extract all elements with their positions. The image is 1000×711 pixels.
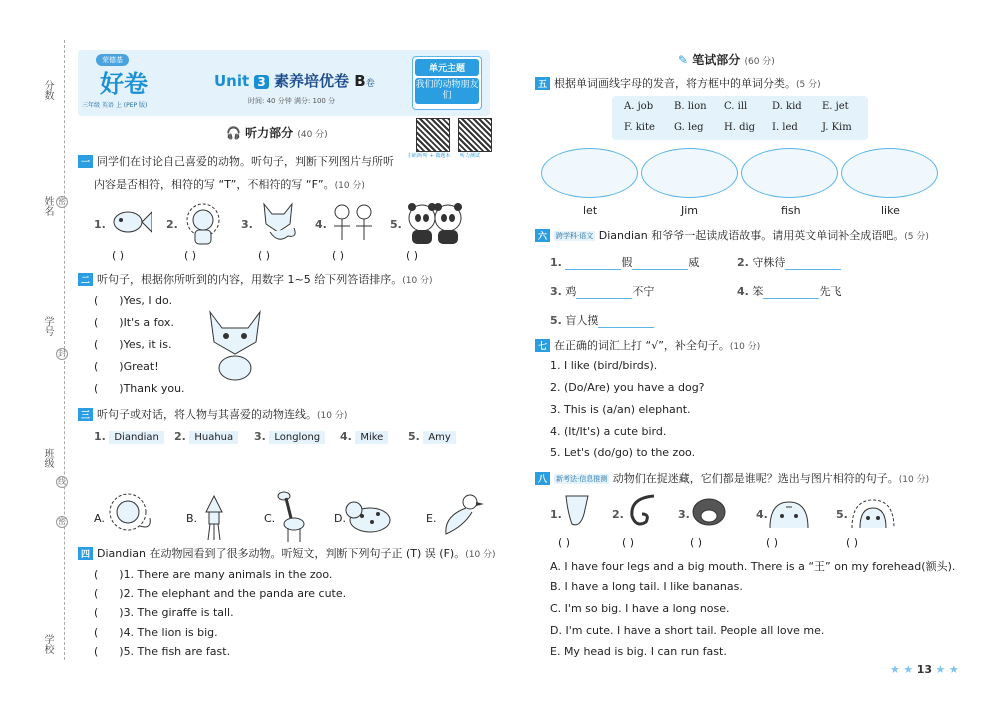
- elephant-trunk-icon: [562, 494, 592, 530]
- seal-mark: 线: [58, 477, 66, 486]
- monkey-icon: [328, 200, 378, 246]
- list-item[interactable]: ( )5. The fish are fast.: [94, 645, 231, 658]
- answer-blank[interactable]: ( ): [184, 249, 197, 262]
- answer-blank[interactable]: [565, 259, 621, 270]
- school-label: 学校: [42, 634, 53, 654]
- lion-face-icon: [850, 498, 896, 528]
- qr-code-icon[interactable]: [416, 118, 450, 152]
- question-7-prompt: 七 在正确的词汇上打 “√”，补全句子。(10 分): [535, 337, 760, 353]
- eagle-icon[interactable]: [440, 492, 484, 540]
- option-item: E. My head is big. I can run fast.: [550, 645, 727, 658]
- option-item: D. I'm cute. I have a short tail. People all love me.: [550, 624, 825, 637]
- class-label: 班级: [42, 448, 53, 468]
- list-item[interactable]: ( )Great!: [94, 360, 159, 373]
- unit-theme-box: [412, 56, 482, 110]
- item-number: 4.: [756, 508, 768, 521]
- answer-blank[interactable]: [763, 288, 819, 299]
- word-item: G. leg: [674, 122, 704, 133]
- name-label: 姓名: [42, 196, 53, 216]
- idiom-item[interactable]: 5. 盲人摸: [550, 312, 654, 328]
- question-1-prompt: 一 同学们在讨论自己喜爱的动物。听句子，判断下列图片与所听: [78, 153, 394, 169]
- item-number: 2.: [612, 508, 624, 521]
- exam-meta: 时间: 40 分钟 满分: 100 分: [248, 97, 336, 105]
- category-ellipse[interactable]: [741, 148, 838, 198]
- theme-label: 单元主题: [415, 59, 479, 76]
- question-2-prompt: 二 听句子，根据你所听到的内容，用数字 1~5 给下列答语排序。(10 分): [78, 271, 433, 287]
- question-8-prompt: 八 新考法·信息推测 动物们在捉迷藏，它们都是谁呢？选出与图片相符的句子。(10 分): [535, 470, 929, 486]
- question-3-prompt: 三 听句子或对话，将人物与其喜爱的动物连线。(10 分): [78, 406, 347, 422]
- star-icon: ★ ★: [935, 663, 959, 676]
- idiom-item[interactable]: 3. 鸡 不宁: [550, 285, 655, 298]
- word-item: I. led: [772, 122, 798, 133]
- answer-blank[interactable]: ( ): [766, 536, 779, 549]
- list-item[interactable]: ( )Yes, it is.: [94, 338, 172, 351]
- writing-section-title: ✎ 笔试部分 (60 分): [678, 53, 775, 67]
- fox-icon: [204, 306, 266, 382]
- list-item[interactable]: ( )Yes, I do.: [94, 294, 173, 307]
- person-item[interactable]: 1. Diandian: [94, 430, 164, 444]
- category-label: like: [881, 204, 900, 217]
- option-letter: C.: [264, 512, 276, 525]
- fish-icon: [106, 200, 152, 246]
- giraffe-icon[interactable]: [276, 490, 306, 542]
- category-label: fish: [781, 204, 801, 217]
- panda-part-icon: [690, 494, 728, 528]
- item-number: 5.: [836, 508, 848, 521]
- word-item: J. Kim: [822, 122, 852, 133]
- qr-code-icon[interactable]: [458, 118, 492, 152]
- word-item: H. dig: [724, 122, 756, 133]
- list-item[interactable]: 3. This is (a/an) elephant.: [550, 403, 691, 416]
- lion-icon[interactable]: [106, 490, 156, 540]
- person-item[interactable]: 4. Mike: [340, 430, 388, 444]
- option-item: A. I have four legs and a big mouth. There is a “王” on my forehead(额头).: [550, 560, 956, 573]
- option-item: B. I have a long tail. I like bananas.: [550, 580, 743, 593]
- answer-blank[interactable]: [632, 259, 688, 270]
- answer-blank[interactable]: ( ): [846, 536, 859, 549]
- option-letter: B.: [186, 512, 198, 525]
- logo-text: 好卷: [100, 69, 148, 98]
- answer-blank[interactable]: ( ): [406, 249, 419, 262]
- category-ellipse[interactable]: [641, 148, 738, 198]
- question-4-prompt: 四 Diandian 在动物园看到了很多动物。听短文，判断下列句子正 (T) 误 (F)。(10 分): [78, 545, 496, 561]
- squid-icon[interactable]: [204, 494, 224, 542]
- answer-blank[interactable]: ( ): [558, 536, 571, 549]
- list-item[interactable]: ( )2. The elephant and the panda are cute.: [94, 587, 347, 600]
- person-item[interactable]: 5. Amy: [408, 430, 456, 444]
- word-item: B. lion: [674, 101, 707, 112]
- item-number: 2.: [166, 218, 178, 231]
- panda-icon: [402, 198, 468, 246]
- idiom-item[interactable]: 4. 笨 先飞: [737, 285, 842, 298]
- list-item[interactable]: ( )4. The lion is big.: [94, 626, 218, 639]
- list-item[interactable]: 4. (It/It's) a cute bird.: [550, 425, 667, 438]
- category-ellipse[interactable]: [841, 148, 938, 198]
- word-item: A. job: [624, 101, 654, 112]
- question-1-prompt-line2: 内容是否相符，相符的写 “T”，不相符的写 “F”。(10 分): [94, 178, 365, 191]
- listening-section-title: 🎧 听力部分 (40 分): [226, 126, 328, 140]
- question-6-prompt: 六 跨学科·语文 Diandian 和爷爷一起读成语故事。请用英文单词补全成语吧。(5 分): [535, 227, 929, 243]
- pencil-icon: ✎: [678, 53, 689, 67]
- list-item[interactable]: ( )Thank you.: [94, 382, 185, 395]
- list-item[interactable]: 2. (Do/Are) you have a dog?: [550, 381, 705, 394]
- option-item: C. I'm so big. I have a long nose.: [550, 602, 730, 615]
- answer-blank[interactable]: ( ): [112, 249, 125, 262]
- answer-blank[interactable]: [576, 288, 632, 299]
- item-number: 1.: [550, 508, 562, 521]
- word-item: E. jet: [822, 101, 849, 112]
- page-number: ★ ★ 13 ★ ★: [890, 663, 959, 676]
- category-label: Jim: [681, 204, 699, 217]
- word-item: D. kid: [772, 101, 802, 112]
- answer-blank[interactable]: ( ): [690, 536, 703, 549]
- monkey-tail-icon: [624, 494, 658, 530]
- idiom-item[interactable]: 1. 假 威: [550, 256, 700, 269]
- answer-blank[interactable]: ( ): [332, 249, 345, 262]
- leopard-icon[interactable]: [344, 494, 394, 540]
- item-number: 3.: [678, 508, 690, 521]
- seal-mark: 密: [58, 197, 66, 206]
- person-item[interactable]: 2. Huahua: [174, 430, 238, 444]
- question-5-prompt: 五 根据单词画线字母的发音，将方框中的单词分类。(5 分): [535, 75, 821, 91]
- item-number: 1.: [94, 218, 106, 231]
- word-item: C. ill: [724, 101, 748, 112]
- student-id-label: 学号: [42, 316, 53, 336]
- list-item[interactable]: 5. Let's (do/go) to the zoo.: [550, 446, 696, 459]
- list-item[interactable]: ( )3. The giraffe is tall.: [94, 606, 234, 619]
- fox-icon: [254, 198, 302, 246]
- headphone-icon: 🎧: [226, 126, 241, 140]
- answer-blank[interactable]: ( ): [622, 536, 635, 549]
- page-title: Unit 3 素养培优卷 B卷: [214, 72, 375, 90]
- answer-blank[interactable]: [598, 317, 654, 328]
- theme-value: 我们的动物朋友们: [415, 78, 479, 104]
- qr-label: 扫码听听 + 做题本: [408, 153, 451, 159]
- option-letter: E.: [426, 512, 437, 525]
- list-item[interactable]: 1. I like (bird/birds).: [550, 359, 658, 372]
- tiger-face-icon: [768, 498, 810, 528]
- grade-label: 三年级 英语 上 (PEP 版): [82, 102, 148, 109]
- logo: [82, 54, 170, 112]
- lion-icon: [180, 200, 226, 246]
- word-item: F. kite: [624, 122, 655, 133]
- item-number: 4.: [315, 218, 327, 231]
- category-ellipse[interactable]: [541, 148, 638, 198]
- brand-name: 荣德基: [96, 54, 129, 66]
- option-letter: A.: [94, 512, 105, 525]
- list-item[interactable]: ( )1. There are many animals in the zoo.: [94, 568, 333, 581]
- item-number: 3.: [241, 218, 253, 231]
- seal-mark: 密: [58, 517, 66, 526]
- category-label: let: [583, 204, 598, 217]
- qr-label: 听力测试: [460, 153, 481, 159]
- star-icon: ★ ★: [890, 663, 914, 676]
- score-label: 分数: [42, 80, 53, 100]
- option-letter: D.: [334, 512, 346, 525]
- list-item[interactable]: ( )It's a fox.: [94, 316, 174, 329]
- answer-blank[interactable]: [785, 259, 841, 270]
- idiom-item[interactable]: 2. 守株待: [737, 254, 841, 270]
- seal-mark: 封: [58, 349, 66, 358]
- answer-blank[interactable]: ( ): [258, 249, 271, 262]
- item-number: 5.: [390, 218, 402, 231]
- person-item[interactable]: 3. Longlong: [254, 430, 325, 444]
